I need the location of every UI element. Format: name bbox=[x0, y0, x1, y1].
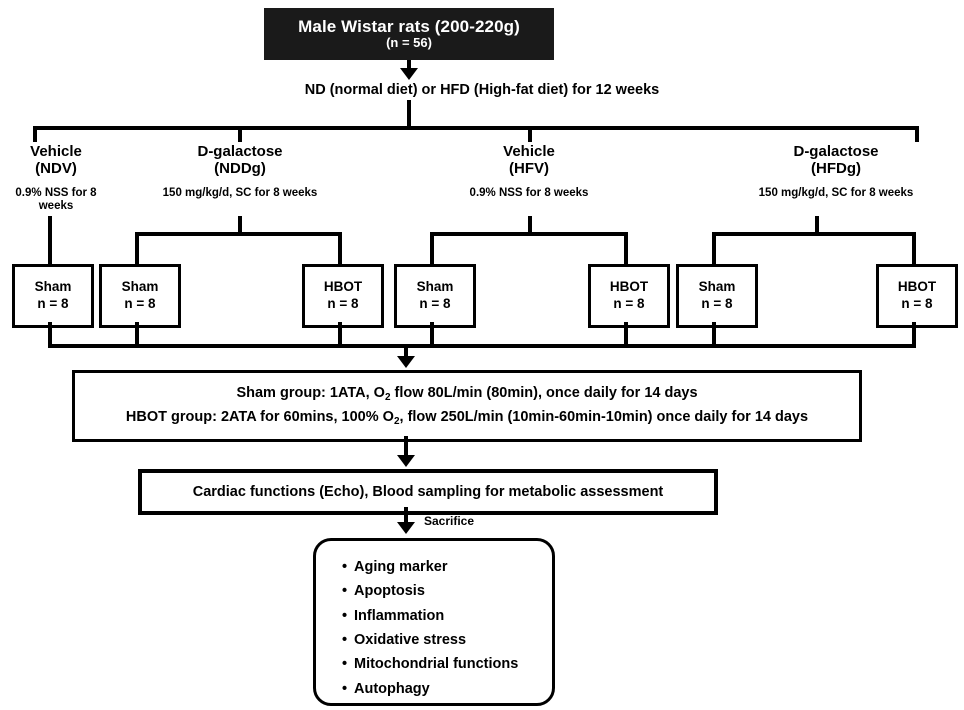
protocol-sham-prefix: Sham group: 1ATA, O bbox=[236, 385, 385, 402]
riser-ndv-sham bbox=[48, 322, 52, 346]
drop-nddg-hbot bbox=[338, 232, 342, 264]
drop-hfv-sham bbox=[430, 232, 434, 264]
study-population-count: (n = 56) bbox=[386, 35, 432, 51]
group-abbr-ndv: (NDV) bbox=[35, 160, 77, 178]
treatment-box-hfv-hbot bbox=[588, 264, 670, 328]
outcome-item: • Autophagy bbox=[342, 677, 552, 701]
treatment-label: HBOT bbox=[323, 279, 363, 295]
group-name-hfv: Vehicle bbox=[503, 143, 555, 160]
treatment-box-hfdg-sham bbox=[676, 264, 758, 328]
protocol-sham-row bbox=[236, 383, 697, 405]
treatment-label: HBOT bbox=[897, 279, 937, 295]
group-label-ndv bbox=[0, 143, 112, 213]
treatment-n: n = 8 bbox=[419, 296, 451, 311]
drop-hfdg-hbot bbox=[912, 232, 916, 264]
diet-step-label: ND (normal diet) or HFD (High-fat diet) for 12 weeks bbox=[304, 82, 660, 98]
riser-nddg-sham bbox=[135, 322, 139, 346]
treatment-box-nddg-hbot bbox=[302, 264, 384, 328]
treatment-label: Sham bbox=[698, 279, 736, 295]
treatment-box-hfv-sham bbox=[394, 264, 476, 328]
arrow-to-protocol bbox=[397, 356, 415, 368]
assessment-label: Cardiac functions (Echo), Blood sampling for metabolic assessment bbox=[192, 484, 664, 500]
connector-protocol-to-assessment bbox=[404, 436, 408, 457]
bus-hfdg bbox=[712, 232, 916, 236]
bus-collector bbox=[48, 344, 916, 348]
arrow-title-to-diet bbox=[400, 68, 418, 80]
group-label-nddg bbox=[140, 143, 340, 200]
outcome-item: • Aging marker bbox=[342, 555, 552, 579]
treatment-box-hfdg-hbot bbox=[876, 264, 958, 328]
treatment-label: Sham bbox=[121, 279, 159, 295]
connector-ndv-to-sham bbox=[48, 216, 52, 264]
group-name-ndv: Vehicle bbox=[30, 143, 82, 160]
outcomes-box bbox=[313, 538, 555, 706]
riser-hfdg-sham bbox=[712, 322, 716, 346]
outcome-item: • Apoptosis bbox=[342, 579, 552, 603]
treatment-n: n = 8 bbox=[124, 296, 156, 311]
protocol-hbot-row bbox=[126, 407, 808, 429]
bus-four-groups bbox=[33, 126, 919, 130]
arrow-to-outcomes bbox=[397, 522, 415, 534]
protocol-sham-suffix: flow 80L/min (80min), once daily for 14 days bbox=[390, 385, 698, 402]
group-dose-ndv: 0.9% NSS for 8 weeks bbox=[15, 186, 97, 212]
riser-hfv-hbot bbox=[624, 322, 628, 346]
group-dose-hfv: 0.9% NSS for 8 weeks bbox=[469, 186, 589, 199]
protocol-hbot-suffix: , flow 250L/min (10min-60min-10min) once daily for 14 days bbox=[399, 409, 809, 425]
group-dose-nddg: 150 mg/kg/d, SC for 8 weeks bbox=[162, 186, 318, 199]
sacrifice-label: Sacrifice bbox=[424, 514, 475, 528]
group-dose-hfdg: 150 mg/kg/d, SC for 8 weeks bbox=[758, 186, 914, 199]
outcome-item: • Inflammation bbox=[342, 604, 552, 628]
bus-nddg bbox=[135, 232, 342, 236]
protocol-hbot-sub: 2 bbox=[393, 416, 400, 427]
group-name-hfdg: D-galactose bbox=[793, 143, 879, 160]
drop-group-4 bbox=[915, 126, 919, 142]
treatment-n: n = 8 bbox=[901, 296, 933, 311]
treatment-box-nddg-sham bbox=[99, 264, 181, 328]
group-abbr-hfv: (HFV) bbox=[509, 160, 549, 178]
treatment-n: n = 8 bbox=[327, 296, 359, 311]
treatment-label: Sham bbox=[416, 279, 454, 295]
outcomes-list bbox=[316, 555, 552, 701]
treatment-label: Sham bbox=[34, 279, 72, 295]
group-abbr-nddg: (NDDg) bbox=[214, 160, 266, 178]
arrow-to-assessment bbox=[397, 455, 415, 467]
drop-group-2 bbox=[238, 126, 242, 142]
riser-hfv-sham bbox=[430, 322, 434, 346]
study-population-box bbox=[264, 8, 554, 60]
group-label-hfv bbox=[444, 143, 614, 200]
outcome-item: • Oxidative stress bbox=[342, 628, 552, 652]
protocol-sham-sub: 2 bbox=[384, 392, 391, 404]
riser-nddg-hbot bbox=[338, 322, 342, 346]
treatment-label: HBOT bbox=[609, 279, 649, 295]
protocol-hbot-prefix: HBOT group: 2ATA for 60mins, 100% O bbox=[125, 409, 394, 425]
group-label-hfdg bbox=[716, 143, 956, 200]
riser-hfdg-hbot bbox=[912, 322, 916, 346]
drop-nddg-sham bbox=[135, 232, 139, 264]
drop-hfdg-sham bbox=[712, 232, 716, 264]
study-population-title: Male Wistar rats (200-220g) bbox=[298, 17, 520, 37]
drop-group-1 bbox=[33, 126, 37, 142]
protocol-box bbox=[72, 370, 862, 442]
assessment-box bbox=[138, 469, 718, 515]
drop-hfv-hbot bbox=[624, 232, 628, 264]
group-abbr-hfdg: (HFDg) bbox=[811, 160, 861, 178]
treatment-n: n = 8 bbox=[613, 296, 645, 311]
group-name-nddg: D-galactose bbox=[197, 143, 283, 160]
outcome-item: • Mitochondrial functions bbox=[342, 652, 552, 676]
treatment-n: n = 8 bbox=[37, 296, 69, 311]
bus-hfv bbox=[430, 232, 628, 236]
treatment-box-ndv-sham bbox=[12, 264, 94, 328]
drop-group-3 bbox=[528, 126, 532, 142]
connector-diet-to-bus bbox=[407, 100, 411, 128]
treatment-n: n = 8 bbox=[701, 296, 733, 311]
